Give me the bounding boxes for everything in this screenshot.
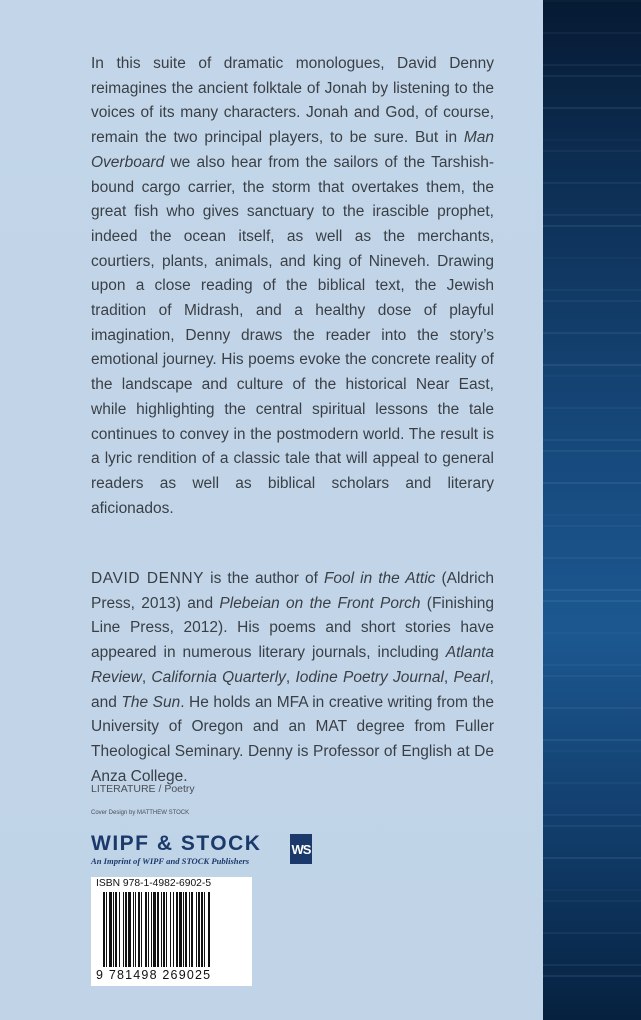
- water-ripple: [543, 632, 641, 634]
- water-ripple: [543, 782, 641, 784]
- water-ripple: [543, 139, 641, 141]
- barcode-bar: [166, 892, 167, 967]
- blurb-paragraph: [91, 52, 494, 521]
- water-ripple: [543, 32, 641, 34]
- barcode-bar: [176, 892, 178, 967]
- water-ripple: [543, 739, 641, 741]
- barcode-bar: [170, 892, 171, 967]
- water-ripple: [543, 407, 641, 409]
- barcode-bar: [201, 892, 203, 967]
- bio-journal-title: Pearl: [453, 668, 490, 686]
- author-name: DAVID DENNY: [91, 570, 205, 587]
- publisher-tagline: An Imprint of WIPF and STOCK Publishers: [91, 856, 250, 866]
- barcode-bar: [208, 892, 210, 967]
- ocean-spine-image: [543, 0, 641, 1020]
- water-ripple: [543, 289, 641, 291]
- barcode-bar: [191, 892, 193, 967]
- water-ripple: [543, 589, 641, 591]
- water-ripple: [543, 0, 641, 2]
- bio-text: (Finishing Line Press, 2012). His poems and short stories have appeared in numerous literary journals, including: [91, 594, 494, 662]
- water-ripple: [543, 707, 641, 709]
- blurb-text-start: In this suite of dramatic monologues, David Denny reimagines the ancient folktale of Jonah by listening to the voices of its many characters. Jonah and God, of course, remain the two principal players, to be sure. But in: [91, 55, 494, 147]
- water-ripple: [543, 932, 641, 934]
- water-ripple: [543, 525, 641, 527]
- water-ripple: [543, 675, 641, 677]
- barcode-bar: [125, 892, 127, 967]
- barcode-bar: [135, 892, 136, 967]
- water-ripple: [543, 107, 641, 109]
- barcode-bar: [161, 892, 162, 967]
- isbn-label: ISBN 978-1-4982-6902-5: [96, 878, 212, 889]
- barcode-bar: [106, 892, 107, 967]
- water-ripple: [543, 900, 641, 902]
- barcode-bar: [183, 892, 184, 967]
- bio-book-title: Fool in the Attic: [323, 570, 436, 587]
- water-ripple: [543, 300, 641, 302]
- barcode-bar: [103, 892, 105, 967]
- water-ripple: [543, 364, 641, 366]
- water-ripple: [543, 557, 641, 559]
- barcode-bar: [185, 892, 187, 967]
- bio-journal-title: Atlanta Review: [91, 644, 494, 686]
- water-ripple: [543, 375, 641, 377]
- publisher-name: WIPF & STOCK: [91, 832, 262, 855]
- barcode-bar: [119, 892, 120, 967]
- isbn-barcode: [91, 877, 252, 986]
- water-ripple: [543, 64, 641, 66]
- water-ripple: [543, 857, 641, 859]
- water-ripple: [543, 964, 641, 966]
- bio-text: ,: [141, 668, 152, 686]
- water-ripple: [543, 600, 641, 602]
- water-ripple: [543, 150, 641, 152]
- water-ripple: [543, 750, 641, 752]
- book-title: Man Overboard: [91, 129, 494, 171]
- water-ripple: [543, 825, 641, 827]
- water-ripple: [543, 439, 641, 441]
- bio-journal-title: Iodine Poetry Journal: [295, 668, 444, 686]
- water-ripple: [543, 814, 641, 816]
- water-ripple: [543, 214, 641, 216]
- bio-book-title: Plebeian on the Front Porch: [219, 594, 421, 612]
- water-ripple: [543, 225, 641, 227]
- bio-text: is the author of: [204, 570, 324, 587]
- publisher-logo-icon: WS: [290, 834, 312, 864]
- barcode-bar: [148, 892, 149, 967]
- water-ripple: [543, 664, 641, 666]
- barcode-bar: [133, 892, 134, 967]
- barcode-bar: [153, 892, 156, 967]
- bio-text: . He holds an MFA in creative writing from the University of Oregon and an MAT degree from Fuller Theological Seminary. Denny is Professor of English at De Anza College.: [91, 693, 494, 785]
- author-bio-paragraph: [91, 567, 494, 789]
- barcode-bar: [115, 892, 117, 967]
- bio-journal-title: The Sun: [121, 693, 181, 711]
- barcode-bar: [198, 892, 200, 967]
- cover-design-credit: Cover Design by MATTHEW STOCK: [91, 810, 190, 816]
- isbn-digits: 9 781498 269025: [96, 968, 212, 982]
- barcode-bar: [189, 892, 190, 967]
- barcode-bar: [138, 892, 140, 967]
- barcode-bar: [141, 892, 142, 967]
- category-label: LITERATURE / Poetry: [91, 783, 195, 795]
- barcode-bar: [173, 892, 174, 967]
- barcode-bar: [123, 892, 124, 967]
- barcode-bar: [157, 892, 159, 967]
- barcode-bar: [145, 892, 147, 967]
- water-ripple: [543, 450, 641, 452]
- water-ripple: [543, 257, 641, 259]
- barcode-bar: [128, 892, 131, 967]
- barcode-bar: [204, 892, 205, 967]
- water-ripple: [543, 975, 641, 977]
- water-ripple: [543, 332, 641, 334]
- bio-journal-title: California Quarterly: [151, 668, 286, 686]
- barcode-bar: [163, 892, 165, 967]
- barcode-bar: [196, 892, 197, 967]
- water-ripple: [543, 482, 641, 484]
- barcode-bar: [109, 892, 112, 967]
- barcode-bar: [113, 892, 114, 967]
- barcode-bar: [179, 892, 182, 967]
- bio-text: (Aldrich Press, 2013) and: [91, 570, 494, 612]
- water-ripple: [543, 75, 641, 77]
- water-ripple: [543, 182, 641, 184]
- bio-text: ,: [443, 668, 454, 686]
- bio-text: , and: [91, 668, 494, 711]
- bio-text: ,: [285, 668, 296, 686]
- water-ripple: [543, 514, 641, 516]
- blurb-text-end: we also hear from the sailors of the Tarshish-bound cargo carrier, the storm that overtakes them, the great fish who gives sanctuary to the irascible prophet, indeed the ocean itself, as well as the merchants, courtiers, plants, animals, and king of Nineveh. Drawing upon a close reading of the biblical text, the Jewish tradition of Midrash, and a healthy dose of playful imagination, Denny draws the reader into the story’s emotional journey. His poems evoke the concrete reality of the landscape and culture of the historical Near East, while highlighting the central spiritual lessons the tale continues to convey in the postmodern world. The result is a lyric rendition of a classic tale that will appeal to general readers as well as biblical scholars and literary aficionados.: [91, 153, 494, 517]
- barcode-bar: [151, 892, 152, 967]
- water-ripple: [543, 889, 641, 891]
